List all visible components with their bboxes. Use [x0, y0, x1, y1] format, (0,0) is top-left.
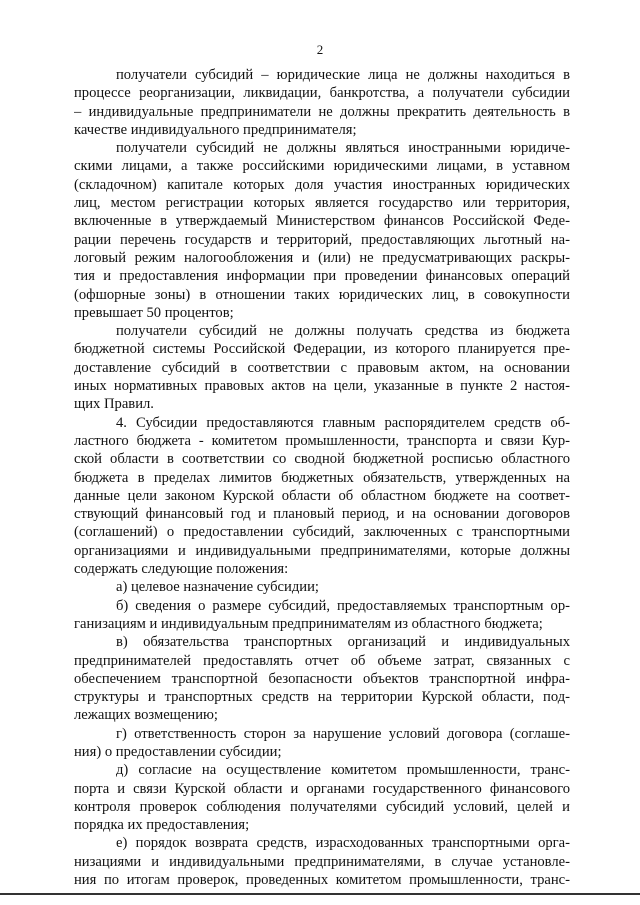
text-line: порядка их предоставления;: [74, 817, 250, 834]
text-line: бюджетной системы Российской Федерации, из которого планируется пре-: [74, 341, 570, 358]
text-line: – индивидуальные предприниматели не должны прекратить деятельность в: [74, 103, 570, 120]
text-line: предпринимателей предоставлять отчет об объеме затрат, связанных с: [74, 652, 570, 669]
text-line: ствующий финансовый год и плановый период, и на основании договоров: [74, 506, 570, 523]
text-line: получатели субсидий – юридические лица не должны находиться в: [116, 67, 570, 83]
text-line: контроля проверок соблюдения получателями субсидий условий, целей и: [74, 798, 570, 815]
text-line: получатели субсидий не должны получать средства из бюджета: [116, 323, 570, 340]
text-line: процессе реорганизации, ликвидации, банкротства, а получатели субсидии: [74, 85, 570, 102]
text-line: ния) о предоставлении субсидии;: [74, 743, 282, 760]
text-line: (офшорные зоны) в отношении таких юридических лиц, в совокупности: [74, 286, 570, 303]
text-line: низациями и индивидуальными предпринимателями, в случае установле-: [74, 853, 570, 870]
bottom-rule: [0, 893, 640, 895]
text-line: ганизациям и индивидуальным предпринимателям из областного бюджета;: [74, 615, 543, 632]
text-line: содержать следующие положения:: [74, 561, 289, 578]
text-line: качестве индивидуального предпринимателя;: [74, 121, 357, 138]
text-line: ской области в соответствии со сводной бюджетной росписью областного: [74, 451, 570, 468]
text-line: порта и связи Курской области и органами государственного финансового: [74, 780, 570, 797]
text-line: иных нормативных правовых актов на цели, указанные в пункте 2 настоя-: [74, 378, 570, 395]
document-body: [74, 66, 570, 889]
text-line: лежащих возмещению;: [74, 707, 218, 724]
text-line: тия и предоставления информации при проведении финансовых операций: [74, 268, 570, 285]
text-line: ния по итогам проверок, проведенных комитетом промышленности, транс-: [74, 872, 570, 889]
text-line: д) согласие на осуществление комитетом промышленности, транс-: [116, 762, 570, 779]
text-line: обеспечением транспортной безопасности объектов транспортной инфра-: [74, 670, 570, 687]
text-line: ластного бюджета - комитетом промышленности, транспорта и связи Кур-: [74, 432, 570, 449]
text-line: е) порядок возврата средств, израсходованных транспортными орга-: [116, 835, 570, 852]
text-line: 4. Субсидии предоставляются главным распорядителем средств об-: [116, 414, 570, 431]
text-line: б) сведения о размере субсидий, предоставляемых транспортным ор-: [116, 597, 570, 614]
text-line: организациями и индивидуальными предпринимателями, которые должны: [74, 542, 570, 559]
text-line: данные цели законом Курской области об областном бюджете на соответ-: [74, 487, 570, 504]
text-line: г) ответственность сторон за нарушение условий договора (соглаше-: [116, 725, 570, 742]
text-line: а) целевое назначение субсидии;: [116, 579, 319, 596]
text-line: в) обязательства транспортных организаций и индивидуальных: [116, 634, 570, 651]
text-line: бюджета в пределах лимитов бюджетных обязательств, утвержденных на: [74, 469, 570, 486]
text-line: (соглашений) о предоставлении субсидий, заключенных с транспортными: [74, 524, 570, 541]
text-line: (складочном) капитале которых доля участия иностранных юридических: [74, 176, 570, 193]
page-number: 2: [316, 42, 324, 57]
text-line: превышает 50 процентов;: [74, 304, 234, 321]
text-line: логовый режим налогообложения и (или) не предусматривающих раскры-: [74, 249, 570, 266]
text-line: щих Правил.: [74, 396, 154, 413]
text-line: лиц, местом регистрации которых является государство или территория,: [74, 195, 570, 212]
text-line: доставление субсидий в соответствии с правовым актом, на основании: [74, 359, 570, 376]
text-line: получатели субсидий не должны являться иностранными юридиче-: [116, 140, 570, 157]
text-line: скими лицами, а также российскими юридическими лицами, в уставном: [74, 158, 570, 175]
text-line: структуры и транспортных средств на территории Курской области, под-: [74, 689, 570, 706]
text-line: включенные в утверждаемый Министерством финансов Российской Феде-: [74, 213, 570, 230]
text-line: рации перечень государств и территорий, предоставляющих льготный на-: [74, 231, 570, 248]
